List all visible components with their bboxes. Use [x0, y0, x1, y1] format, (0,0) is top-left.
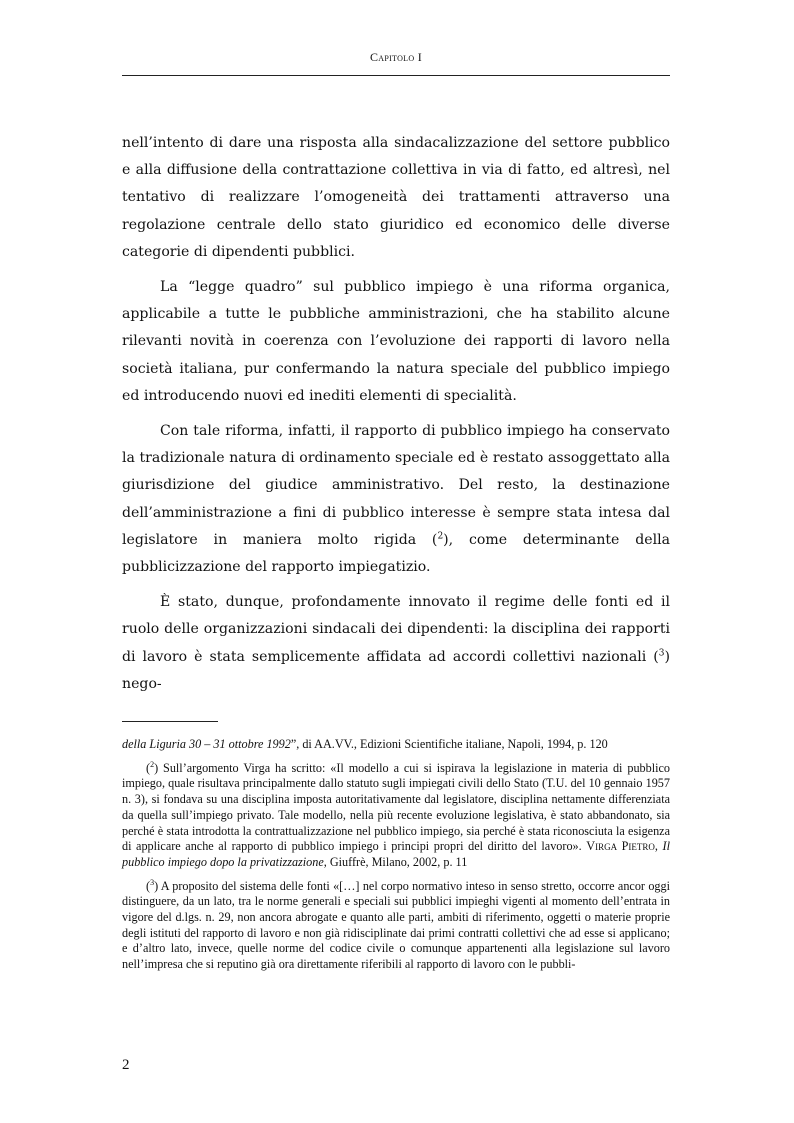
footnote-continuation-text: ”, di AA.VV., Edizioni Scientifiche italiane, Napoli, 1994, p. 120	[290, 737, 608, 751]
footnote-separator	[122, 721, 218, 722]
footnote-2-author: Virga Pietro	[586, 839, 655, 854]
paragraph-3	[122, 418, 670, 581]
paragraph-4-text-b: ) nego-	[122, 648, 670, 692]
page-number: 2	[122, 1057, 130, 1073]
footnote-2-sep: ,	[654, 839, 663, 854]
header-rule	[122, 75, 670, 76]
footnote-2-mark: 2	[150, 759, 155, 769]
footnote-2-title: Il pubblico impiego dopo la privatizzazione	[122, 839, 670, 869]
footnotes	[122, 737, 670, 981]
paragraph-3-text-b: ), come determinante della pubblicizzazione del rapporto impiegatizio.	[122, 531, 670, 576]
footnote-3-mark: 3	[150, 877, 155, 887]
paragraph-4-text-a: È stato, dunque, profondamente innovato il regime delle fonti ed il ruolo delle organizzazioni sindacali dei dipendenti: la disciplina dei rapporti di lavoro è stata semplicemente affidata ad accordi collettivi nazionali (	[122, 594, 670, 665]
footnote-2: ($^2$) Sull’argomento Virga ha scritto: «Il modello a cui si ispirava la legislazione in materia di pubblico impiego, quale risultava principalmente dallo statuto sugli impiegati civili dello Stato (T.U. del 10 gennaio 1957 n. 3), si fondava su una disciplina imposta autoritativamente dal legislatore, disciplina nettamente differenziata da quella sull’impiego privato. Tale modello, nella più recente evoluzione legislativa, è stato abbandonato, sia perché è stata introdotta la contrattualizzazione nel pubblico impiego, sia perché è stata riconosciuta la esigenza di applicare anche al rapporto di pubblico impiego i principi propri del diritto del lavoro». Virga Pietro, Il pubblico impiego dopo la privatizzazione, Giuffrè, Milano, 2002, p. 11	[122, 759, 670, 869]
footnote-3: ($^3$) A proposito del sistema delle fonti «[…] nel corpo normativo inteso in senso stretto, occorre ancor oggi distinguere, da un lato, tra le norme generali e speciali sui pubblici impieghi vigenti al momento dell’entrata in vigore del d.lgs. n. 29, non ancora abrogate e quanto alle parti, ambiti di riferimento, oggetti o materie proprie degli istituti del rapporto di lavoro e non già ridisciplinate dai primi contratti collettivi che ad esse si applicano; e d’altro lato, invece, quelle norme del codice civile o comunque appartenenti alla legislazione sul lavoro nell’impresa che si reputino già ora direttamente riferibili al rapporto di lavoro con le pubbli-	[122, 877, 670, 972]
paragraph-1: nell’intento di dare una risposta alla sindacalizzazione del settore pubblico e alla diffusione della contrattazione collettiva in via di fatto, ed altresì, nel tentativo di realizzare l’omogeneità dei trattamenti attraverso una regolazione centrale dello stato giuridico ed economico delle diverse categorie di dipendenti pubblici.	[122, 135, 670, 260]
footnote-continuation	[122, 737, 670, 753]
footnote-2-text: Sull’argomento Virga ha scritto: «Il modello a cui si ispirava la legislazione in materia di pubblico impiego, quale risultava principalmente dallo statuto sugli impiegati civili dello Stato (T.U. del 10 gennaio 1957 n. 3), si fondava su una disciplina imposta autoritativamente dal legislatore, disciplina nettamente differenziata da quella sull’impiego privato. Tale modello, nella più recente evoluzione legislativa, è stato abbandonato, sia perché è stata introdotta la contrattualizzazione nel pubblico impiego, sia perché è stata riconosciuta la esigenza di applicare anche al rapporto di pubblico impiego i principi propri del diritto del lavoro».	[122, 760, 670, 854]
running-header: Capitolo I	[369, 50, 423, 64]
footnote-2-publisher: , Giuffrè, Milano, 2002, p. 11	[323, 854, 468, 869]
footnote-ref-2[interactable]: 2	[437, 531, 444, 542]
body-text	[122, 130, 670, 706]
footnote-ref-3[interactable]: 3	[658, 647, 665, 658]
paragraph-2: La “legge quadro” sul pubblico impiego è una riforma organica, applicabile a tutte le pubbliche amministrazioni, che ha stabilito alcune rilevanti novità in coerenza con l’evoluzione dei rapporti di lavoro nella società italiana, pur confermando la natura speciale del pubblico impiego ed introducendo nuovi ed inediti elementi di specialità.	[122, 279, 670, 404]
paragraph-3-text-a: Con tale riforma, infatti, il rapporto di pubblico impiego ha conservato la tradizionale natura di ordinamento speciale ed è restato assoggettato alla giurisdizione del giudice amministrativo. Del resto, la destinazione dell’amministrazione a fini di pubblico interesse è sempre stata intesa dal legislatore in maniera molto rigida (	[122, 423, 670, 548]
footnote-continuation-italic: della Liguria 30 – 31 ottobre 1992	[122, 737, 291, 751]
paragraph-4	[122, 589, 670, 698]
footnote-3-text: A proposito del sistema delle fonti «[…] nel corpo normativo inteso in senso stretto, occorre ancor oggi distinguere, da un lato, tra le norme generali e speciali sui pubblici impieghi vigenti al momento dell’entrata in vigore del d.lgs. n. 29, non ancora abrogate e quanto alle parti, ambiti di riferimento, oggetti o materie proprie degli istituti del rapporto di lavoro e non già ridisciplinate dai primi contratti collettivi che ad esse si applicano; e d’altro lato, invece, quelle norme del codice civile o comunque appartenenti alla legislazione sul lavoro nell’impresa che si reputino già ora direttamente riferibili al rapporto di lavoro con le pubbli-	[122, 878, 670, 972]
